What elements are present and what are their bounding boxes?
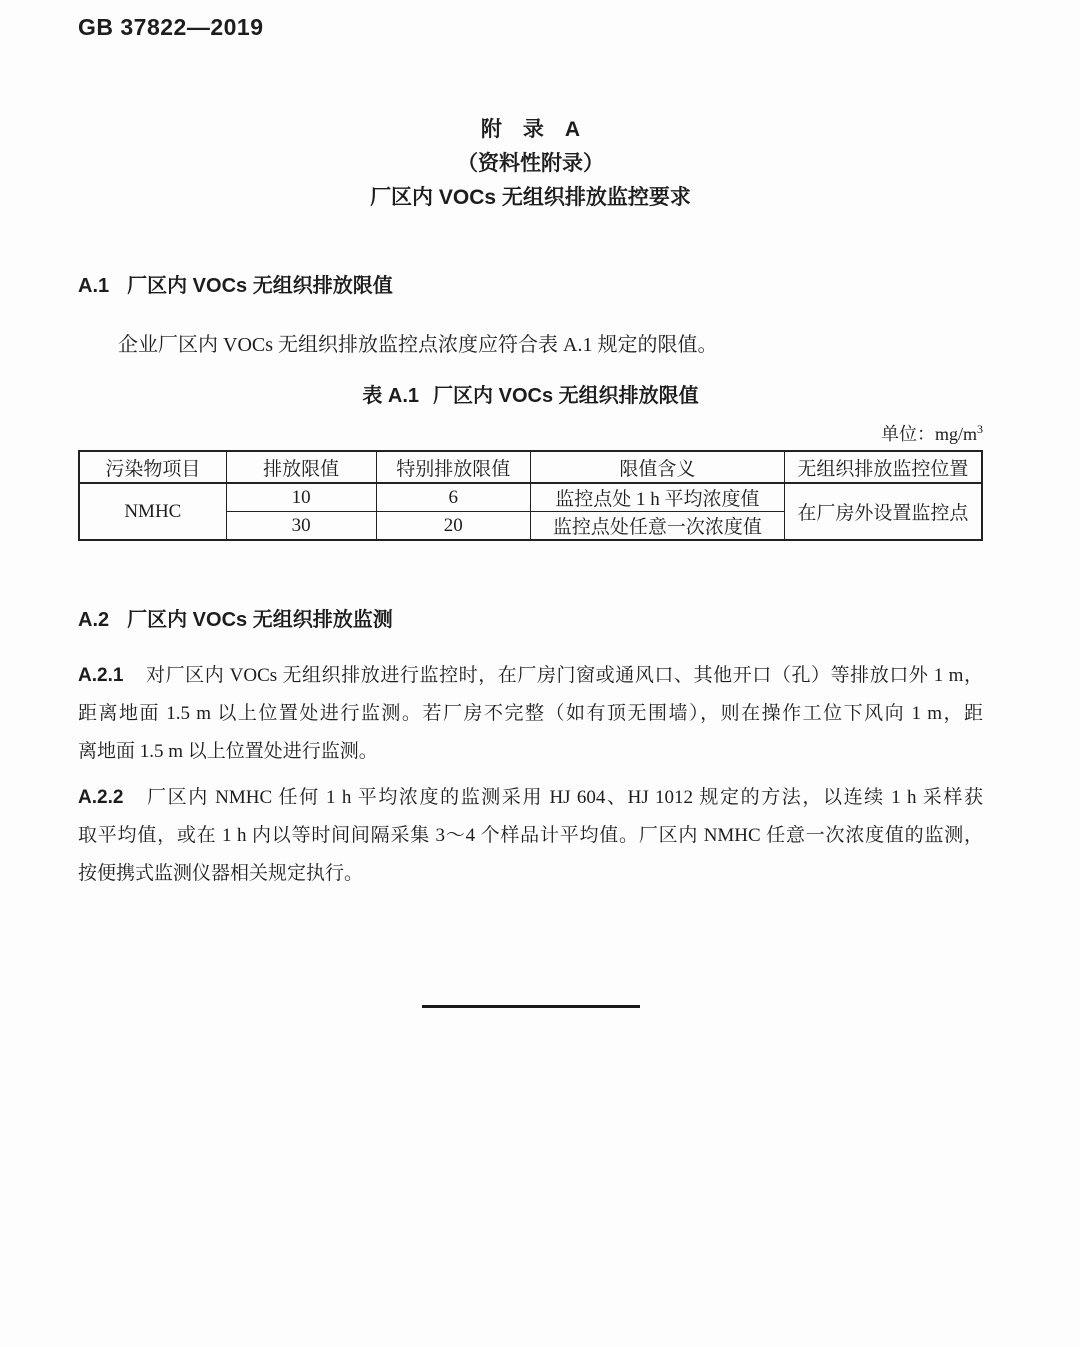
clause-a21 [78, 657, 983, 771]
cell-monitoring-location: 在厂房外设置监控点 [784, 483, 982, 540]
clause-a21-label: A.2.1 [78, 665, 124, 686]
clause-line [78, 779, 983, 817]
clause-a22-label: A.2.2 [78, 787, 124, 808]
column-header-limit: 排放限值 [226, 451, 376, 483]
section-a2-clauses [78, 657, 983, 893]
section-a2-title: 厂区内 VOCs 无组织排放监测 [127, 609, 393, 631]
column-header-location: 无组织排放监控位置 [784, 451, 982, 483]
appendix-title: 附 录 A [480, 118, 581, 141]
table-header-row [79, 451, 982, 483]
table-caption [78, 383, 983, 409]
cell-limit: 10 [226, 483, 376, 512]
appendix-subject: 厂区内 VOCs 无组织排放监控要求 [370, 186, 691, 209]
cell-meaning: 监控点处任意一次浓度值 [530, 512, 784, 541]
table-unit-superscript: 3 [977, 422, 983, 436]
clause-text: 厂区内 NMHC 任何 1 h 平均浓度的监测采用 HJ 604、HJ 1012 规定的方法，以连续 1 h 采样获 [145, 787, 983, 808]
clause-line: 取平均值，或在 1 h 内以等时间间隔采集 3～4 个样品计平均值。厂区内 NMHC 任意一次浓度值的监测， [78, 825, 983, 846]
end-of-text-divider [422, 1005, 640, 1008]
cell-pollutant: NMHC [79, 483, 226, 540]
doc-number: GB 37822—2019 [78, 14, 264, 40]
clause-line: 离地面 1.5 m 以上位置处进行监测。 [78, 741, 378, 762]
section-a2-heading [78, 607, 983, 633]
clause-text: 对厂区内 VOCs 无组织排放进行监控时，在厂房门窗或通风口、其他开口（孔）等排放口外 1 m， [145, 665, 983, 686]
appendix-subtitle: （资料性附录） [457, 152, 604, 175]
table-caption-title: 厂区内 VOCs 无组织排放限值 [433, 385, 699, 407]
clause-line: 距离地面 1.5 m 以上位置处进行监测。若厂房不完整（如有顶无围墙），则在操作工位下风向 1 m，距 [78, 703, 983, 724]
table-unit-text: 单位：mg/m [880, 424, 977, 444]
clause-line: 按便携式监测仪器相关规定执行。 [78, 863, 364, 884]
column-header-special-limit: 特别排放限值 [376, 451, 530, 483]
cell-special-limit: 20 [376, 512, 530, 541]
table-caption-label: 表 A.1 [362, 385, 420, 407]
clause-line [78, 657, 983, 695]
section-a1-title: 厂区内 VOCs 无组织排放限值 [127, 275, 393, 297]
cell-meaning: 监控点处 1 h 平均浓度值 [530, 483, 784, 512]
table-row [79, 483, 982, 512]
column-header-pollutant: 污染物项目 [79, 451, 226, 483]
emission-limits-table [78, 450, 983, 541]
cell-limit: 30 [226, 512, 376, 541]
section-a1-label: A.1 [78, 275, 110, 297]
column-header-meaning: 限值含义 [530, 451, 784, 483]
section-a1-heading [78, 273, 983, 299]
section-a1-paragraph: 企业厂区内 VOCs 无组织排放监控点浓度应符合表 A.1 规定的限值。 [118, 334, 718, 356]
table-unit [78, 417, 983, 446]
cell-special-limit: 6 [376, 483, 530, 512]
section-a2-label: A.2 [78, 609, 110, 631]
clause-a22 [78, 779, 983, 893]
appendix-heading-block [78, 113, 983, 215]
